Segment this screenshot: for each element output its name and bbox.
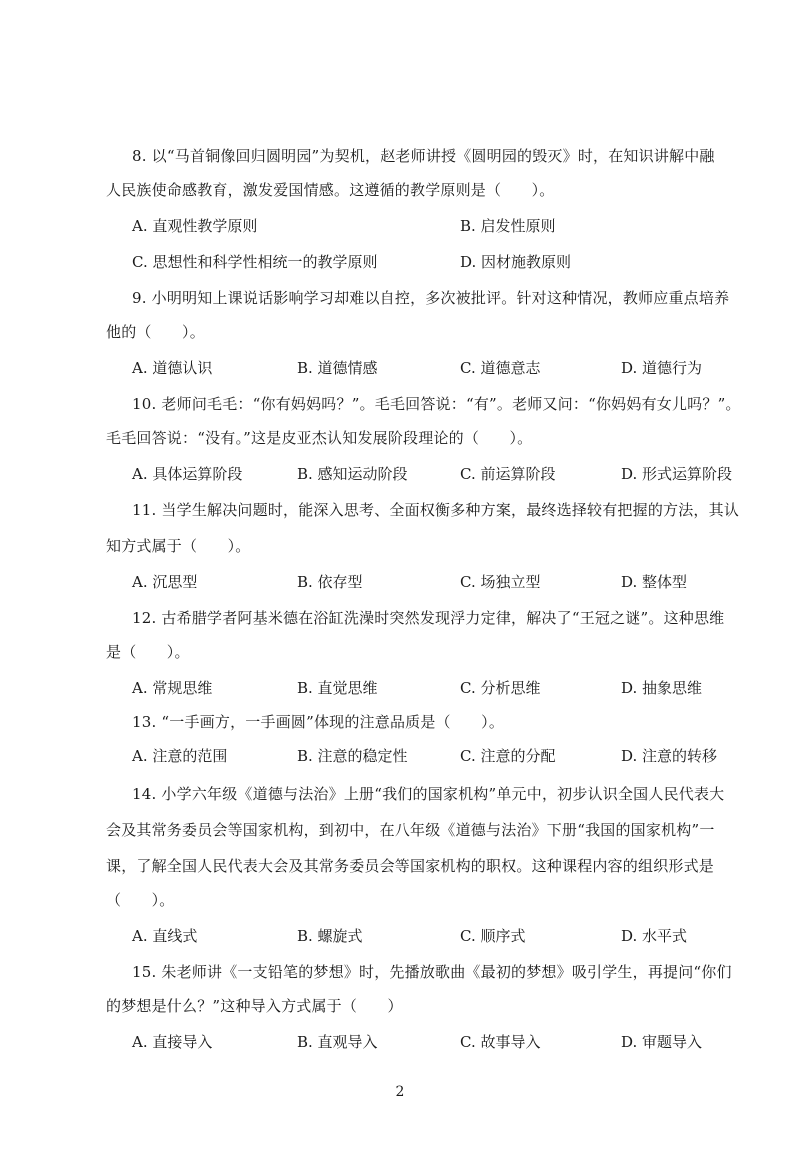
question-12-option-c: C. 分析思维: [460, 679, 541, 697]
question-14-option-d: D. 水平式: [621, 927, 688, 945]
question-15-option-a: A. 直接导入: [132, 1033, 213, 1051]
question-14-line-3: 课，了解全国人民代表大会及其常务委员会等国家机构的职权。这种课程内容的组织形式是: [106, 857, 715, 875]
question-11-option-b: B. 依存型: [297, 573, 363, 591]
question-14-option-b: B. 螺旋式: [297, 927, 363, 945]
question-8-line-1: 8. 以“马首铜像回归圆明园”为契机，赵老师讲授《圆明园的毁灭》时，在知识讲解中融: [132, 147, 715, 165]
question-9-option-d: D. 道德行为: [621, 359, 703, 377]
question-12-option-a: A. 常规思维: [132, 679, 213, 697]
question-9-line-1: 9. 小明明知上课说话影响学习却难以自控，多次被批评。针对这种情况，教师应重点培养: [132, 289, 730, 307]
question-10-line-1: 10. 老师问毛毛：“你有妈妈吗？”。毛毛回答说：“有”。老师又问：“你妈妈有女儿吗？”。: [132, 395, 741, 413]
question-13-option-a: A. 注意的范围: [132, 747, 228, 765]
question-10-option-c: C. 前运算阶段: [460, 465, 556, 483]
question-13-option-b: B. 注意的稳定性: [297, 747, 408, 765]
question-12-option-d: D. 抽象思维: [621, 679, 703, 697]
question-14-option-c: C. 顺序式: [460, 927, 526, 945]
question-15-option-b: B. 直观导入: [297, 1033, 378, 1051]
question-10-line-2: 毛毛回答说：“没有。”这是皮亚杰认知发展阶段理论的（ ）。: [106, 429, 533, 447]
question-9-line-2: 他的（ ）。: [106, 323, 205, 341]
page-number: 2: [395, 1084, 405, 1100]
question-11-option-a: A. 沉思型: [132, 573, 198, 591]
question-11-line-2: 知方式属于（ ）。: [106, 537, 251, 555]
question-14-line-4: （ ）。: [106, 891, 175, 909]
question-14-line-1: 14. 小学六年级《道德与法治》上册“我们的国家机构”单元中，初步认识全国人民代表大: [132, 785, 725, 803]
question-12-line-1: 12. 古希腊学者阿基米德在浴缸洗澡时突然发现浮力定律，解决了“王冠之谜”。这种思维: [132, 609, 725, 627]
question-14-line-2: 会及其常务委员会等国家机构，到初中，在八年级《道德与法治》下册“我国的国家机构”一: [106, 821, 715, 839]
question-13-option-c: C. 注意的分配: [460, 747, 556, 765]
question-14-option-a: A. 直线式: [132, 927, 198, 945]
question-8-option-d: D. 因材施教原则: [460, 253, 572, 271]
question-11-option-c: C. 场独立型: [460, 573, 541, 591]
question-8-option-a: A. 直观性教学原则: [132, 217, 258, 235]
question-15-option-c: C. 故事导入: [460, 1033, 541, 1051]
question-8-option-b: B. 启发性原则: [460, 217, 556, 235]
question-13-line-1: 13. “一手画方，一手画圆”体现的注意品质是（ ）。: [132, 713, 505, 731]
question-8-line-2: 人民族使命感教育，激发爱国情感。这遵循的教学原则是（ ）。: [106, 181, 555, 199]
question-10-option-b: B. 感知运动阶段: [297, 465, 408, 483]
question-11-option-d: D. 整体型: [621, 573, 688, 591]
question-12-option-b: B. 直觉思维: [297, 679, 378, 697]
question-10-option-a: A. 具体运算阶段: [132, 465, 243, 483]
question-8-option-c: C. 思想性和科学性相统一的教学原则: [132, 253, 378, 271]
question-9-option-c: C. 道德意志: [460, 359, 541, 377]
question-13-option-d: D. 注意的转移: [621, 747, 718, 765]
question-9-option-a: A. 道德认识: [132, 359, 213, 377]
question-12-line-2: 是（ ）。: [106, 643, 190, 661]
question-15-line-1: 15. 朱老师讲《一支铅笔的梦想》时，先播放歌曲《最初的梦想》吸引学生，再提问“你们: [132, 963, 732, 981]
question-10-option-d: D. 形式运算阶段: [621, 465, 733, 483]
question-11-line-1: 11. 当学生解决问题时，能深入思考、全面权衡多种方案，最终选择较有把握的方法，其认: [132, 501, 740, 519]
question-15-line-2: 的梦想是什么？”这种导入方式属于（ ）: [106, 997, 403, 1015]
question-9-option-b: B. 道德情感: [297, 359, 378, 377]
question-15-option-d: D. 审题导入: [621, 1033, 703, 1051]
